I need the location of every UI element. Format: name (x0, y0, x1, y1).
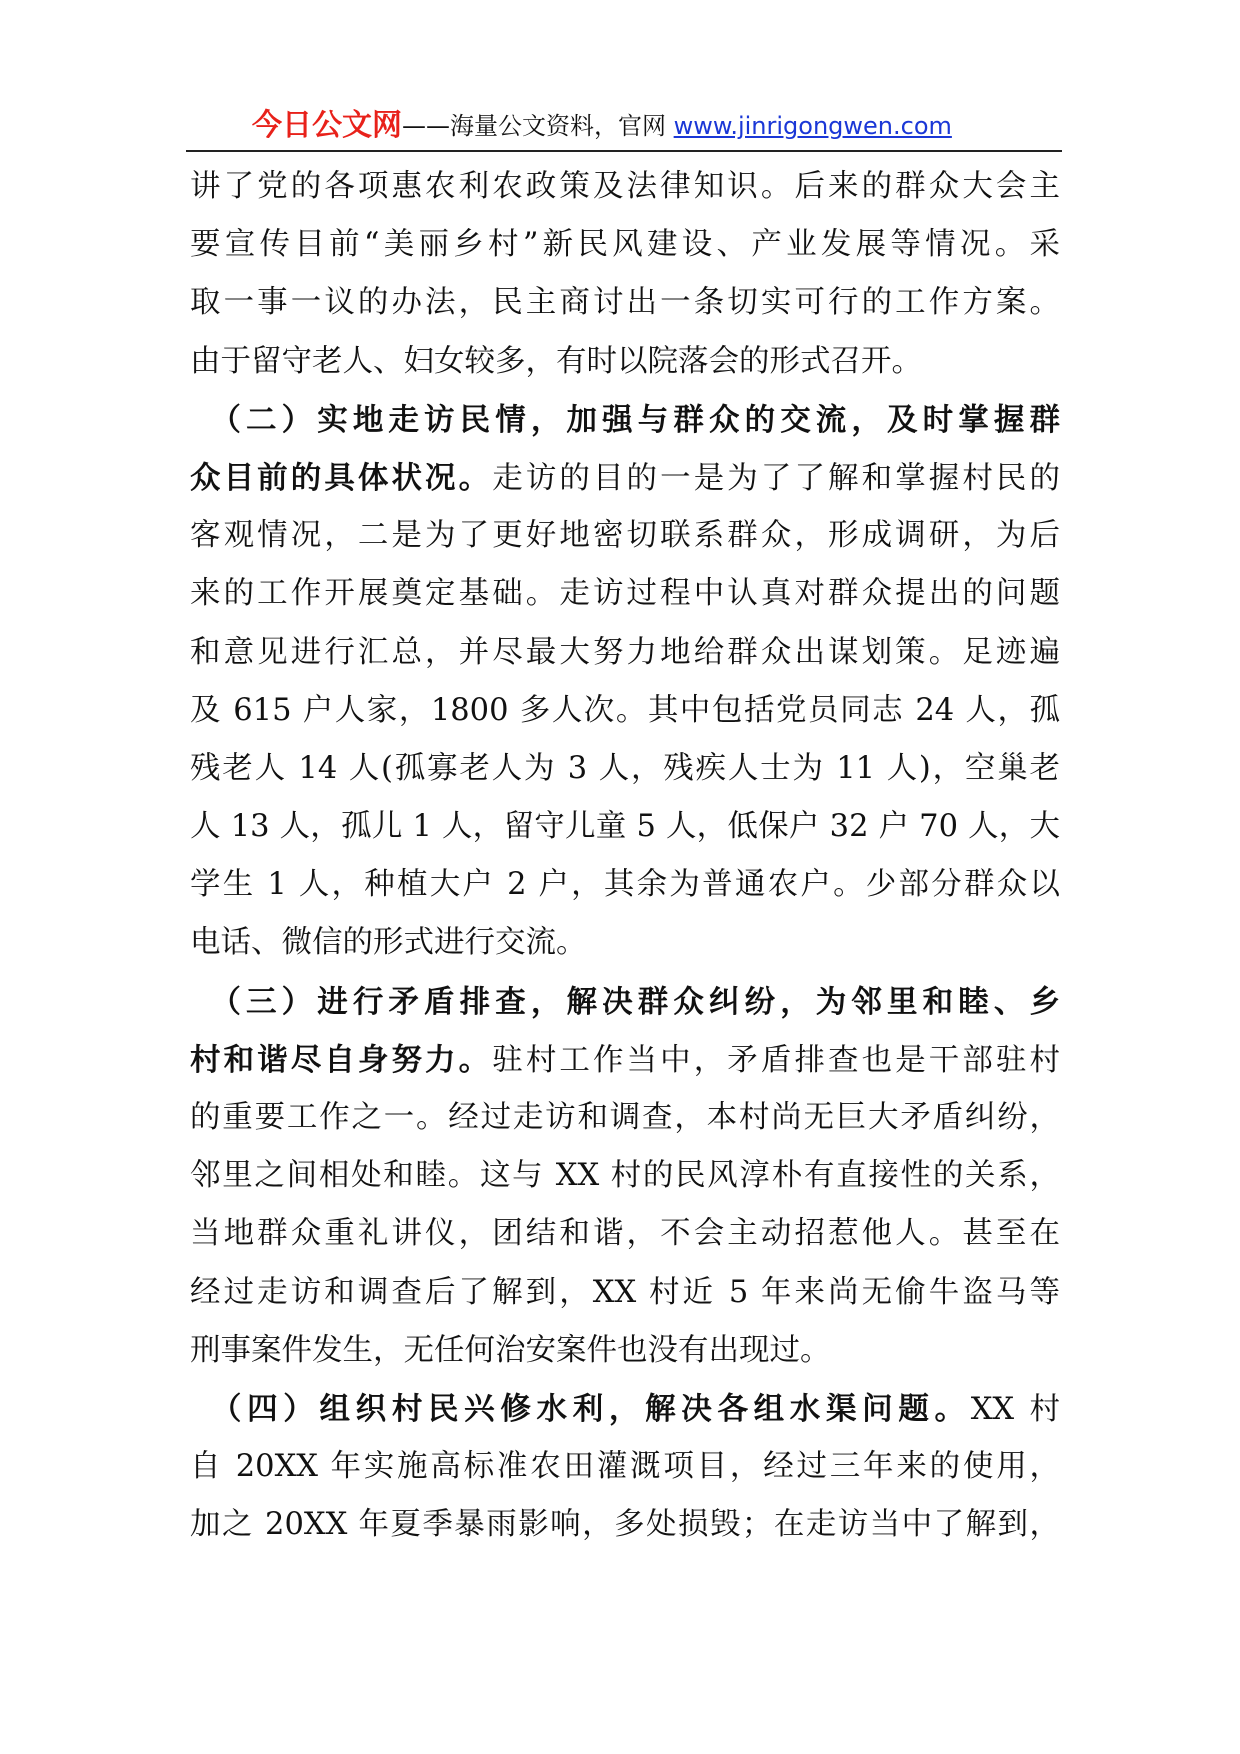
text-line (190, 216, 1060, 274)
paragraph-text: 邻里之间相处和睦。这与 XX 村的民风淳朴有直接性的关系， (190, 1158, 1060, 1194)
text-line (190, 682, 1060, 740)
paragraph-text: 来的工作开展奠定基础。走访过程中认真对群众提出的问题 (190, 576, 1060, 612)
text-line (190, 1205, 1060, 1263)
paragraph-text: 电话、微信的形式进行交流。 (190, 925, 587, 961)
paragraph-text: 由于留守老人、妇女较多，有时以院落会的形式召开。 (190, 343, 922, 379)
section-heading-text: 村和谐尽自身努力。 (190, 1041, 493, 1078)
page-header (186, 104, 1062, 152)
text-line (190, 333, 1060, 391)
document-body (190, 158, 1060, 1555)
paragraph-text: 残老人 14 人(孤寡老人为 3 人，残疾人士为 11 人)，空巢老 (190, 750, 1060, 786)
text-line (190, 1031, 1060, 1089)
text-line (190, 565, 1060, 623)
paragraph-text: 的重要工作之一。经过走访和调查，本村尚无巨大矛盾纠纷， (190, 1100, 1060, 1135)
text-line (190, 507, 1060, 565)
text-line (190, 391, 1060, 449)
paragraph-text: 取一事一议的办法，民主商讨出一条切实可行的工作方案。 (190, 285, 1060, 321)
text-line (190, 274, 1060, 332)
paragraph-text: 驻村工作当中，矛盾排查也是干部驻村 (492, 1042, 1060, 1078)
paragraph-text: 要宣传目前“美丽乡村”新民风建设、产业发展等情况。采 (190, 227, 1060, 263)
paragraph-text: 学生 1 人，种植大户 2 户，其余为普通农户。少部分群众以 (190, 867, 1060, 903)
section-heading-text: 众目前的具体状况。 (190, 459, 493, 496)
text-line (190, 1089, 1060, 1147)
text-line (190, 973, 1060, 1031)
site-brand: 今日公文网 (252, 108, 402, 143)
paragraph-text: 刑事案件发生，无任何治安案件也没有出现过。 (190, 1332, 831, 1368)
text-line (190, 1438, 1060, 1496)
paragraph-text: 及 615 户人家，1800 多人次。其中包括党员同志 24 人，孤 (190, 692, 1060, 728)
header-text (252, 104, 952, 148)
paragraph-text: XX 村 (970, 1391, 1060, 1427)
paragraph-text: 讲了党的各项惠农利农政策及法律知识。后来的群众大会主 (190, 169, 1060, 204)
paragraph-text: 经过走访和调查后了解到，XX 村近 5 年来尚无偷牛盗马等 (190, 1274, 1060, 1310)
text-line (190, 624, 1060, 682)
header-tagline: ——海量公文资料，官网 (402, 112, 674, 140)
text-line (190, 1496, 1060, 1554)
section-heading-text: （四）组织村民兴修水利，解决各组水渠问题。 (190, 1390, 971, 1427)
paragraph-text: 走访的目的一是为了了解和掌握村民的 (492, 460, 1060, 496)
section-heading-text: （二）实地走访民情，加强与群众的交流，及时掌握群 (190, 401, 1060, 438)
text-line (190, 1322, 1060, 1380)
text-line (190, 914, 1060, 972)
text-line (190, 798, 1060, 856)
section-heading-text: （三）进行矛盾排查，解决群众纠纷，为邻里和睦、乡 (190, 983, 1060, 1020)
text-line (190, 740, 1060, 798)
paragraph-text: 当地群众重礼讲仪，团结和谐，不会主动招惹他人。甚至在 (190, 1216, 1060, 1252)
paragraph-text: 人 13 人，孤儿 1 人，留守儿童 5 人，低保户 32 户 70 人，大 (190, 809, 1060, 845)
paragraph-text: 加之 20XX 年夏季暴雨影响，多处损毁；在走访当中了解到， (190, 1507, 1060, 1543)
paragraph-text: 客观情况，二是为了更好地密切联系群众，形成调研，为后 (190, 518, 1060, 554)
text-line (190, 856, 1060, 914)
text-line (190, 1147, 1060, 1205)
paragraph-text: 和意见进行汇总，并尽最大努力地给群众出谋划策。足迹遍 (190, 634, 1060, 670)
text-line (190, 158, 1060, 216)
text-line (190, 1264, 1060, 1322)
text-line (190, 449, 1060, 507)
site-url-link[interactable]: www.jinrigongwen.com (673, 112, 952, 140)
text-line (190, 1380, 1060, 1438)
paragraph-text: 自 20XX 年实施高标准农田灌溉项目，经过三年来的使用， (190, 1449, 1060, 1485)
